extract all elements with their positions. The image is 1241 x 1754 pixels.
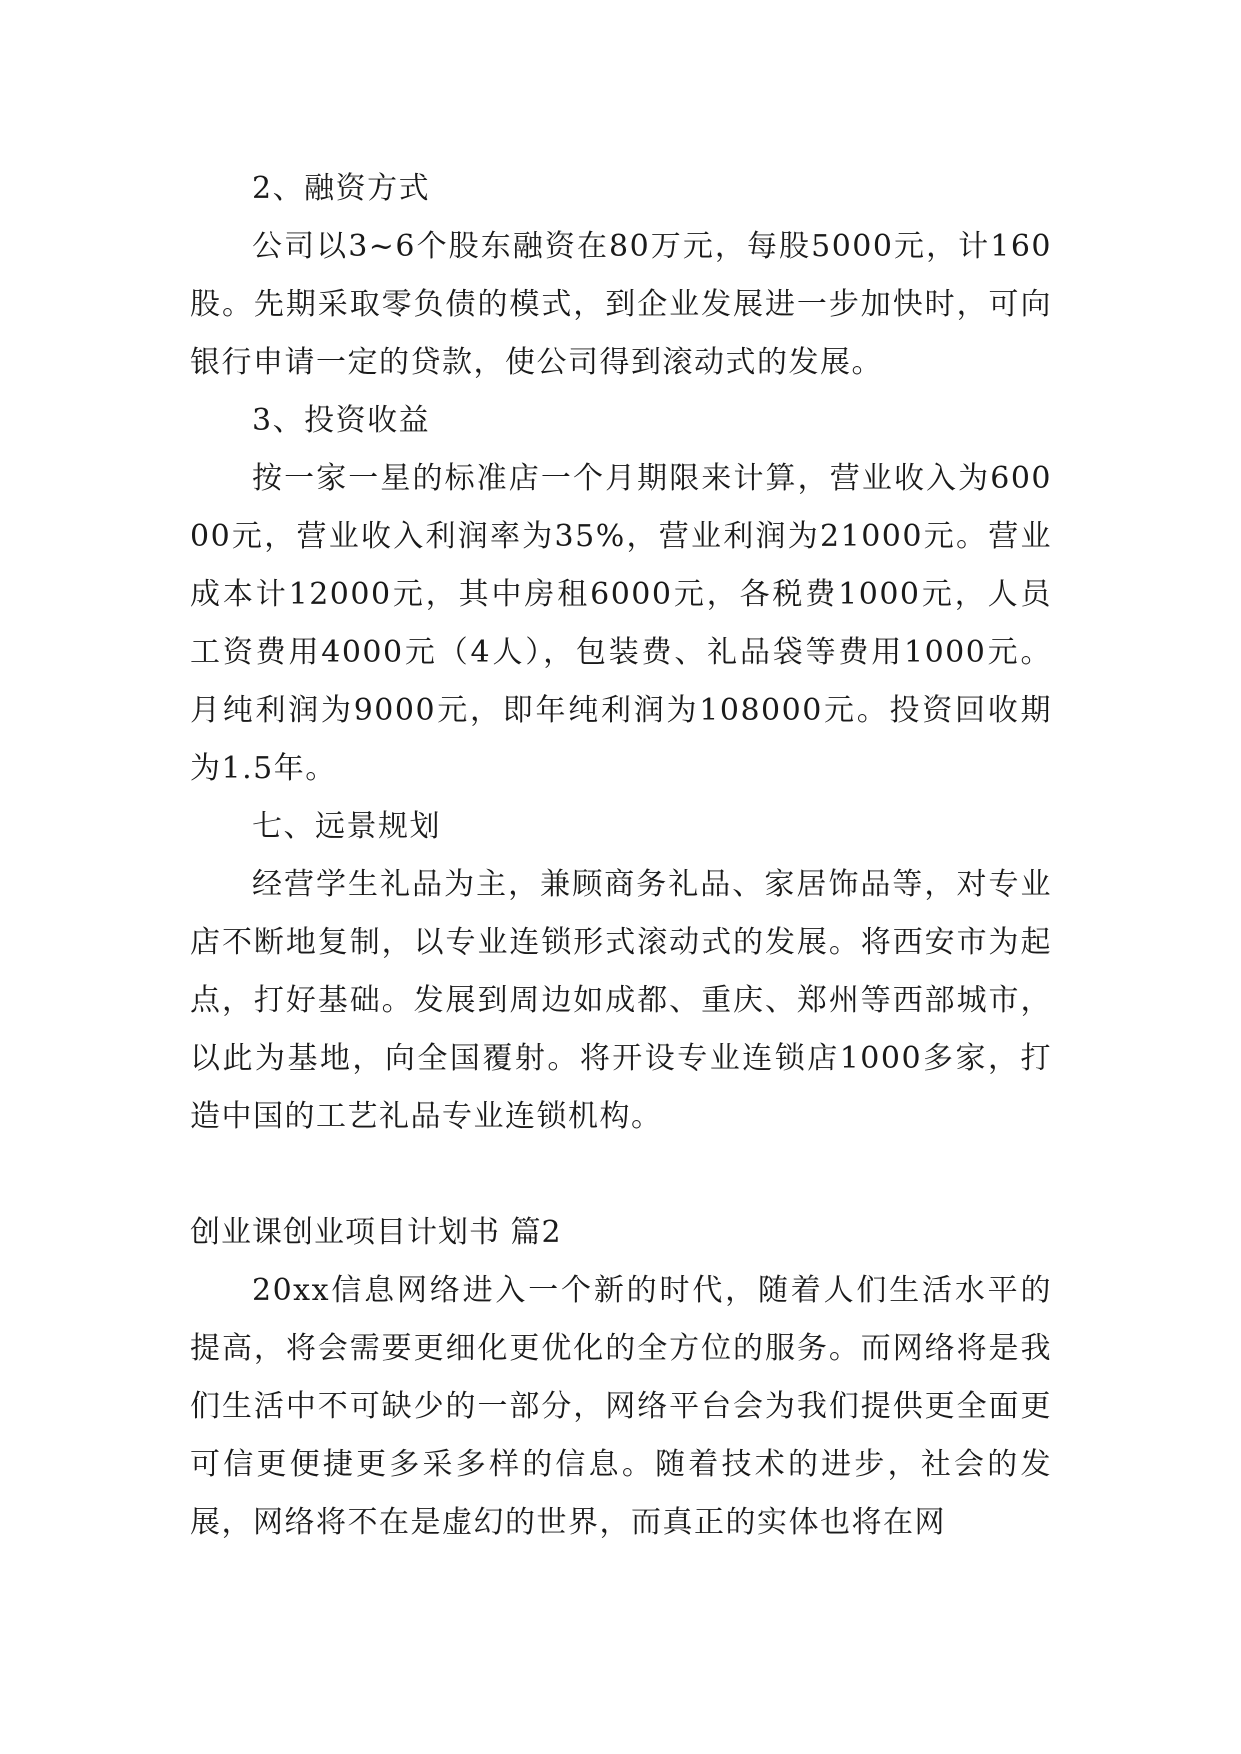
paragraph-vision: 经营学生礼品为主，兼顾商务礼品、家居饰品等，对专业店不断地复制，以专业连锁形式滚动式的发展。将西安市为起点，打好基础。发展到周边如成都、重庆、郑州等西部城市，以此为基地，向全国覆射。将开设专业连锁店1000多家，打造中国的工艺礼品专业连锁机构。: [190, 867, 1052, 1134]
paragraph-returns: 按一家一星的标准店一个月期限来计算，营业收入为60000元，营业收入利润率为35%，营业利润为21000元。营业成本计12000元，其中房租6000元，各税费1000元，人员工资费用4000元（4人），包装费、礼品袋等费用1000元。月纯利润为9000元，即年纯利润为108000元。投资回收期为1.5年。: [190, 461, 1052, 786]
paragraph-financing: 公司以3~6个股东融资在80万元，每股5000元，计160股。先期采取零负债的模式，到企业发展进一步加快时，可向银行申请一定的贷款，使公司得到滚动式的发展。: [190, 229, 1052, 380]
section-spacer: [190, 1146, 1052, 1204]
section-heading-financing: 2、融资方式: [252, 171, 431, 206]
section-heading-returns: 3、投资收益: [252, 403, 431, 438]
paragraph-article2-intro: 20xx信息网络进入一个新的时代，随着人们生活水平的提高，将会需要更细化更优化的全方位的服务。而网络将是我们生活中不可缺少的一部分，网络平台会为我们提供更全面更可信更便捷更多采多样的信息。随着技术的进步，社会的发展，网络将不在是虚幻的世界，而真正的实体也将在网: [190, 1273, 1052, 1540]
article-title: 创业课创业项目计划书 篇2: [190, 1215, 562, 1250]
section-heading-vision: 七、远景规划: [252, 809, 441, 844]
document-page: [190, 160, 1052, 1552]
